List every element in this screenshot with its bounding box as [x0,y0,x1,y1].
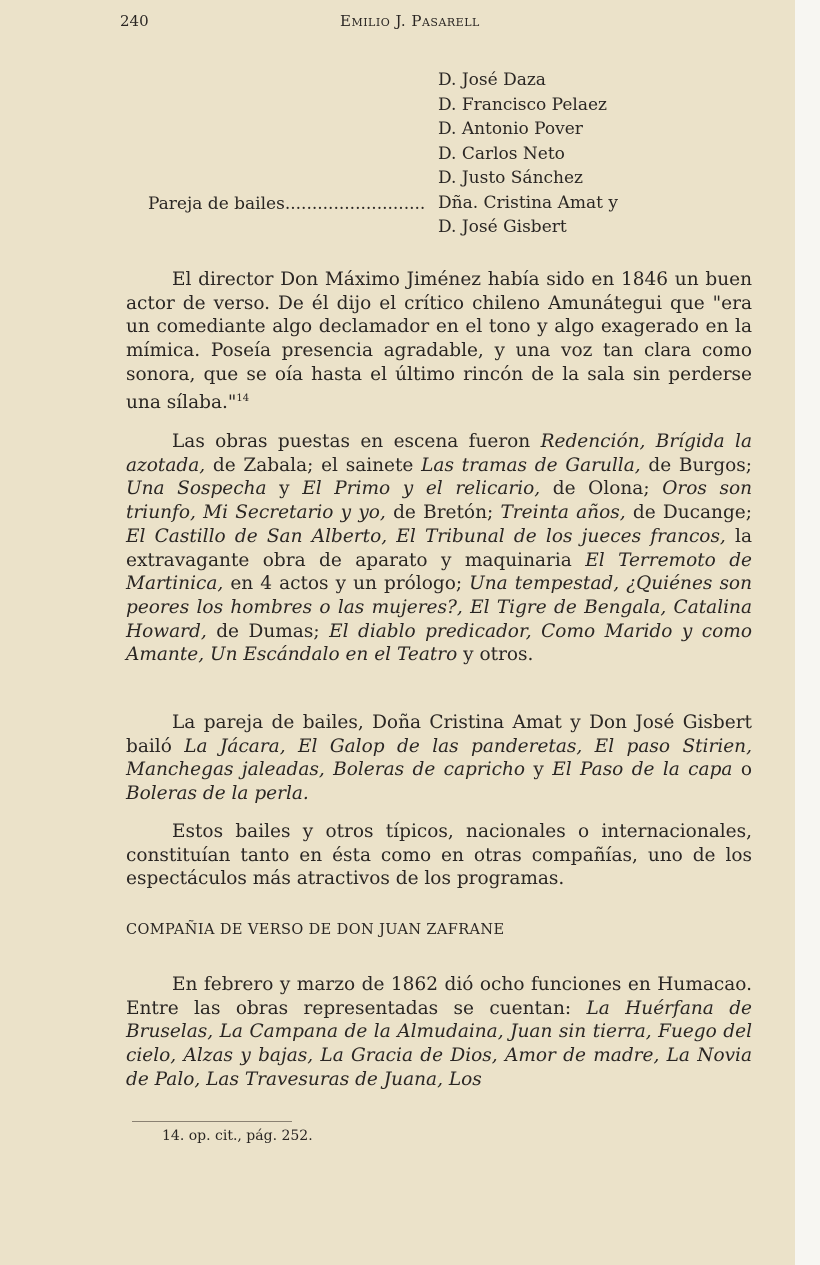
cast-name: D. Carlos Neto [438,143,565,164]
cast-name: D. Francisco Pelaez [438,94,608,115]
work-title: Una tempestad, ¿Quiénes son peores los hombres o las mujeres?, El Tigre de Bengala, Catalina Howard, [126,573,752,642]
text-run: la extravagante obra de aparato y maquinaria [126,525,752,571]
work-title: La Huérfana de Bruselas, La Campana de la Almudaina, Juan sin tierra, Fuego del cielo, Alzas y bajas, La Gracia de Dios, Amor de madre, La Novia de Palo, Las Travesuras de Juana, Los [126,997,752,1090]
paragraph-director [126,268,752,414]
running-header-author: Emilio J. Pasarell [340,12,480,30]
text-run: de Ducange; [625,502,752,524]
paragraph-text: Estos bailes y otros típicos, nacionales o internacionales, constituían tanto en ésta como en otras compañías, uno de los espectáculos más atractivos de los programas. [126,821,752,890]
text-run: de Zabala; el sainete [205,454,422,476]
text-run: o [732,759,752,781]
work-title: El Castillo de San Alberto, El Tribunal de los jueces francos, [126,525,726,547]
footnote: 14. op. cit., pág. 252. [162,1128,313,1144]
text-run: en 4 actos y un prólogo; [223,573,470,595]
cast-name: D. José Daza [438,70,546,90]
work-title: El Terremoto de Martinica, [126,549,753,595]
text-run: y otros. [457,644,534,666]
text-run: y [266,478,303,500]
paragraph-dances [126,820,752,891]
work-title: Las tramas de Garulla, [421,454,641,476]
footnote-ref: 14 [236,392,250,404]
work-title: Treinta años, [500,502,626,524]
paragraph-zafrane [126,973,752,1092]
paragraph-dancers [126,711,752,806]
dance-title: El Paso de la capa [552,759,733,781]
paragraph-works [126,430,752,667]
text-run: de Dumas; [206,620,330,642]
text-run: La pareja de bailes, Doña Cristina Amat y Don José Gisbert bailó [126,712,752,757]
cast-name: Dña. Cristina Amat y [438,192,618,213]
cast-list [438,68,618,240]
dance-title: La Jácara, El Galop de las panderetas, El paso Stirien, Manchegas jaleadas, Boleras de capricho [126,735,752,781]
text-run: Las obras puestas en escena fueron [172,431,541,452]
work-title: El diablo predicador, Como Marido y como Amante, Un Escándalo en el Teatro [126,620,752,666]
page-edge-margin [795,0,820,1265]
text-run: de Bretón; [385,502,501,524]
cast-role-label: Pareja de bailes.......................... [148,194,426,214]
cast-name: D. Justo Sánchez [438,168,584,188]
text-run: de Burgos; [640,454,752,476]
cast-name: D. José Gisbert [438,217,567,237]
paragraph-text: El director Don Máximo Jiménez había sido en 1846 un buen actor de verso. De él dijo el crítico chileno Amunátegui que "era un comediante algo declamador en el tono y algo exagerado en la mímica. Poseía presencia agradable, y una voz tan clara como sonora, que se oía hasta el último rincón de la sala sin perderse una sílaba." [126,269,752,413]
section-heading: COMPAÑIA DE VERSO DE DON JUAN ZAFRANE [126,922,505,938]
work-title: El Primo y el relicario, [302,478,541,500]
text-run: y [525,759,553,781]
dance-title: Boleras de la perla. [126,783,309,805]
work-title: Una Sospecha [126,478,267,500]
work-title: Oros son triunfo, Mi Secretario y yo, [126,478,752,524]
text-run: de Olona; [540,478,663,500]
footnote-divider [132,1121,292,1122]
cast-name: D. Antonio Pover [438,119,583,139]
text-run: En febrero y marzo de 1862 dió ocho funciones en Humacao. Entre las obras representadas se cuentan: [126,974,752,1019]
work-title: Redención, Brígida la azotada, [126,431,752,476]
page-number: 240 [120,12,149,30]
